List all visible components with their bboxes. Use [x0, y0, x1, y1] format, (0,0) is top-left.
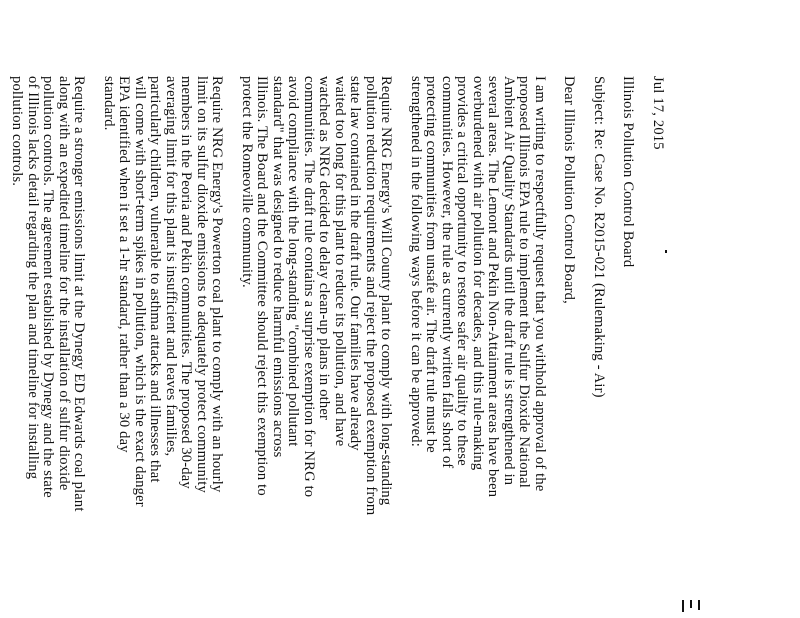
- paragraph-line: communities. However, the rule as currently written falls short of: [439, 76, 455, 469]
- paragraph-line: waited too long for this plant to reduce its pollution, and have: [332, 76, 348, 447]
- scan-mark-top-right-2: [690, 600, 692, 608]
- paragraph-line: provides a critical opportunity to restore safer air quality to these: [454, 76, 471, 466]
- paragraph-line: communities. The draft rule contains a surprise exemption for NRG to: [301, 76, 317, 498]
- letter-body: [0, 76, 665, 606]
- paragraph-line: Require a stronger emissions limit at the Dynegy ED Edwards coal plant: [71, 76, 88, 512]
- paragraph-line: standard.: [101, 76, 117, 131]
- paragraph-line: watched as NRG decided to delay clean-up plans in other: [316, 76, 333, 420]
- paragraph-line: members in the Peoria and Pekin communities. The proposed 30-day: [178, 76, 195, 489]
- paragraph-line: limit on its sulfur dioxide emissions to adequately protect community: [194, 76, 210, 493]
- paragraph-line: EPA identified when it set a 1-hr standard, rather than a 30 day: [116, 76, 133, 453]
- paragraph-line: pollution controls.: [9, 76, 26, 187]
- paragraph-line: averaging limit for this plant is insufficient and leaves families,: [163, 76, 179, 457]
- paragraph-line: standard" that was designed to reduce harmful emissions across: [270, 76, 286, 458]
- paragraph-line: particularly children, vulnerable to asthma attacks and illnesses that: [147, 76, 164, 483]
- paragraph-line: Ambient Air Quality Standards until the draft rule is strengthened in: [501, 76, 517, 486]
- letter-paragraph: [9, 76, 87, 606]
- paragraph-line: will come with short-term spikes in pollution, which is the exact danger: [132, 76, 148, 507]
- letter-paragraph: [239, 76, 394, 606]
- letter-date: Jul 17, 2015: [650, 76, 666, 150]
- paragraph-line: Require NRG Energy's Powerton coal plant to comply with an hourly: [209, 76, 226, 493]
- paragraph-line: avoid compliance with the long-standing "combined pollutant: [285, 76, 302, 447]
- letter-subject: Subject: Re: Case No. R2015-021 (Rulemaking - Air): [591, 76, 607, 398]
- letter-paragraphs: [0, 76, 547, 606]
- paragraph-line: pollution reduction requirements and reject the proposed exemption from: [363, 76, 379, 516]
- scan-mark-top-right: [682, 600, 684, 612]
- letter-paragraph: [408, 76, 548, 606]
- paragraph-line: along with an expedited timeline for the installation of sulfur dioxide: [56, 76, 72, 491]
- scan-speck: [665, 250, 667, 253]
- paragraph-line: several areas. The Lemont and Pekin Non-Attainment areas have been: [485, 76, 502, 498]
- paragraph-line: I am writing to respectfully request that you withhold approval of the: [532, 76, 548, 492]
- paragraph-line: of Illinois lacks detail regarding the plan and timeline for installing: [25, 76, 41, 480]
- paragraph-line: pollution controls. The agreement established by Dynegy and the state: [40, 76, 57, 498]
- letter-paragraph: [101, 76, 225, 606]
- paragraph-line: Illinois. The Board and the Committee should reject this exemption to: [254, 76, 271, 496]
- scan-mark-top-right-3: [698, 600, 700, 610]
- letter-salutation: Dear Illinois Pollution Control Board,: [561, 76, 578, 304]
- paragraph-line: strengthened in the following ways before it can be approved:: [408, 76, 424, 447]
- paragraph-line: Require NRG Energy's Will County plant to comply with long-standing: [378, 76, 395, 506]
- letter-recipient: Illinois Pollution Control Board: [620, 76, 637, 268]
- paragraph-line: state law contained in the draft rule. Our families have already: [347, 76, 364, 451]
- paragraph-line: protect the Romeoville community.: [239, 76, 255, 288]
- paragraph-line: overburdened with air pollution for decades, and this rule-making: [470, 76, 486, 471]
- paragraph-line: proposed Illinois EPA rule to implement the Sulfur Dioxide National: [516, 76, 533, 488]
- paragraph-line: protecting communities from unsafe air. The draft rule must be: [423, 76, 440, 453]
